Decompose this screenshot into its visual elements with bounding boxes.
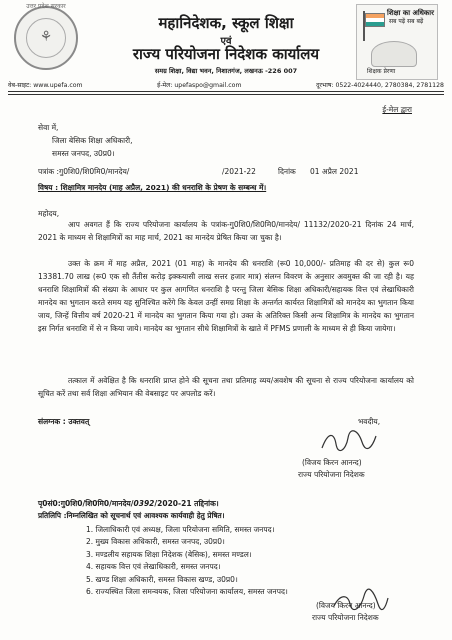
seal-caption: उत्तर प्रदेश सरकार (26, 3, 66, 10)
phone-text: दूरभाष: 0522-4024440, 2780384, 2781128 (316, 82, 444, 89)
list-item: 4. सहायक वित्त एवं लेखाधिकारी, समस्त जनपद। (86, 562, 221, 572)
copy-recipient-list (86, 524, 288, 598)
closing: भवदीय, (358, 417, 381, 426)
signatory-title: राज्य परियोजना निदेशक (298, 470, 365, 479)
list-item: 5. खण्ड शिक्षा अधिकारी, समस्त विकास खण्ड, उ0प्र0। (86, 574, 238, 584)
dispatch-mode: ई-मेल द्वारा (382, 105, 412, 114)
letterhead-address: समग्र शिक्षा, विद्या भवन, निशातगंज, लखनऊ -226 007 (154, 67, 298, 75)
signatory-name: (विजय किरन आनन्द) (302, 458, 362, 467)
date-value: 01 अप्रैल 2021 (310, 167, 359, 176)
date-label: दिनांक (278, 167, 296, 176)
reference-year: /2021-22 (222, 167, 256, 176)
header-divider (8, 91, 444, 92)
to-line-1: जिला बेसिक शिक्षा अधिकारी, (52, 136, 133, 145)
list-item: 3. मण्डलीय सहायक शिक्षा निदेशक (बेसिक), समस्त मण्डल। (86, 549, 252, 559)
signature-scribble-icon (318, 428, 378, 454)
copy-ref-number: 0392 (133, 499, 155, 508)
letterhead-title: महानिदेशक, स्कूल शिक्षा (158, 14, 294, 32)
emblem-icon: ⚘ (26, 18, 66, 58)
rte-logo-tagline: शिक्षक प्रेरणा (367, 68, 396, 75)
to-line-2: समस्त जनपद, उ0प्र0। (52, 149, 115, 158)
copy-signatory-title: राज्य परियोजना निदेशक (312, 613, 379, 622)
list-item: 6. राज्यस्थित जिला समन्वयक, जिला परियोजना कार्यालय, समस्त जनपद। (86, 587, 288, 597)
paragraph-3: तत्काल में अवेक्षित है कि धनराशि प्राप्त होने की सूचना तथा प्रतिमाह व्यय/अवशेष की सूचना से राज्य परियोजना कार्यालय को सूचित करें तथा सर्व शिक्षा अभियान की वेबसाइट पर अपलोड करें। (38, 376, 414, 398)
copy-reference (38, 500, 219, 508)
copy-heading: प्रतिलिपि :निम्नलिखित को सूचनार्थ एवं आवश्यक कार्यवाही हेतु प्रेषित। (38, 511, 225, 520)
rte-logo-slogan: सब पढ़ें सब बढ़ें (389, 18, 424, 25)
enclosure: संलग्नक : उक्तवत् (38, 417, 90, 426)
letterhead-subtitle: राज्य परियोजना निदेशक कार्यालय (132, 45, 320, 63)
list-item: 2. मुख्य विकास अधिकारी, समस्त जनपद, उ0प्र0। (86, 537, 225, 547)
email-text: ई-मेल: upefaspo@gmail.com (157, 82, 242, 89)
to-label: सेवा में, (38, 123, 59, 132)
paragraph-2: उक्त के क्रम में माह अप्रैल, 2021 (01 माह) के मानदेय की धनराशि (रू0 10,000/- प्रतिमाह की दर से) कुल रू0 13381.70 लाख (रू0 एक सौ तैंतीस करोड़ इक्कयासी लाख सत्तर हजार मात्र) संलग्न विवरण के अनुसार अवमुक्त की जा रही है। यह धनराशि शिक्षामित्रों की संख्या के आधार पर कुल आगणित धनराशि है परन्तु जिला बेसिक शिक्षा अधिकारी/सहायक वित्त एवं लेखाधिकारी मानदेय का भुगतान करते समय यह सुनिश्चित करेंगे कि केवल उन्हीं समग्र शिक्षा के अन्तर्गत कार्यरत शिक्षामित्रों को मानदेय का भुगतान किया जाय, जिन्हें वित्तीय वर्ष 2020-21 में मानदेय का भुगतान किया गया हो। उक्त के अतिरिक्त किसी अन्य शिक्षामित्र के मानदेय का भुगतान इस निर्गत धनराशि में से न किया जाये। मानदेय का भुगतान सीधे शिक्षामित्रों के खाते में PFMS प्रणाली के माध्यम से ही किया जायेगा। (38, 259, 414, 333)
reference-number: पत्रांक :गु0शि0/शि0मि0/मानदेय/ (38, 167, 130, 176)
salutation: महोदय, (38, 209, 60, 218)
subject-line: विषय : शिक्षामित्र मानदेय (माह अप्रैल, 2021) की धनराशि के प्रेषण के सम्बन्ध में। (38, 183, 267, 192)
paragraph-1: आप अवगत हैं कि राज्य परियोजना कार्यालय के पत्रांक-गु0शि0/शि0मि0/मानदेय/ 11132/2020-21 दिनांक 24 मार्च, 2021 के माध्यम से शिक्षामित्रों का माह मार्च, 2021 का मानदेय प्रेषित किया जा चुका है। (38, 220, 414, 242)
website-text: वेब-साइट: www.upefa.com (8, 82, 83, 89)
copy-ref-suffix: /2020-21 तद्दिनांक। (154, 499, 219, 508)
list-item: 1. जिलाधिकारी एवं अध्यक्ष, जिला परियोजना समिति, समस्त जनपद। (86, 525, 275, 534)
contact-row (8, 80, 444, 89)
copy-ref-label: पृ0सं0:गु0शि0/शि0मि0/मानदेय/ (38, 499, 134, 508)
letterhead-evam: एवं (220, 36, 232, 47)
copy-signatory-name: (विजय किरन आनन्द) (316, 601, 376, 610)
rte-logo-title: शिक्षा का अधिकार (387, 9, 434, 17)
header-divider-thin (8, 94, 444, 95)
